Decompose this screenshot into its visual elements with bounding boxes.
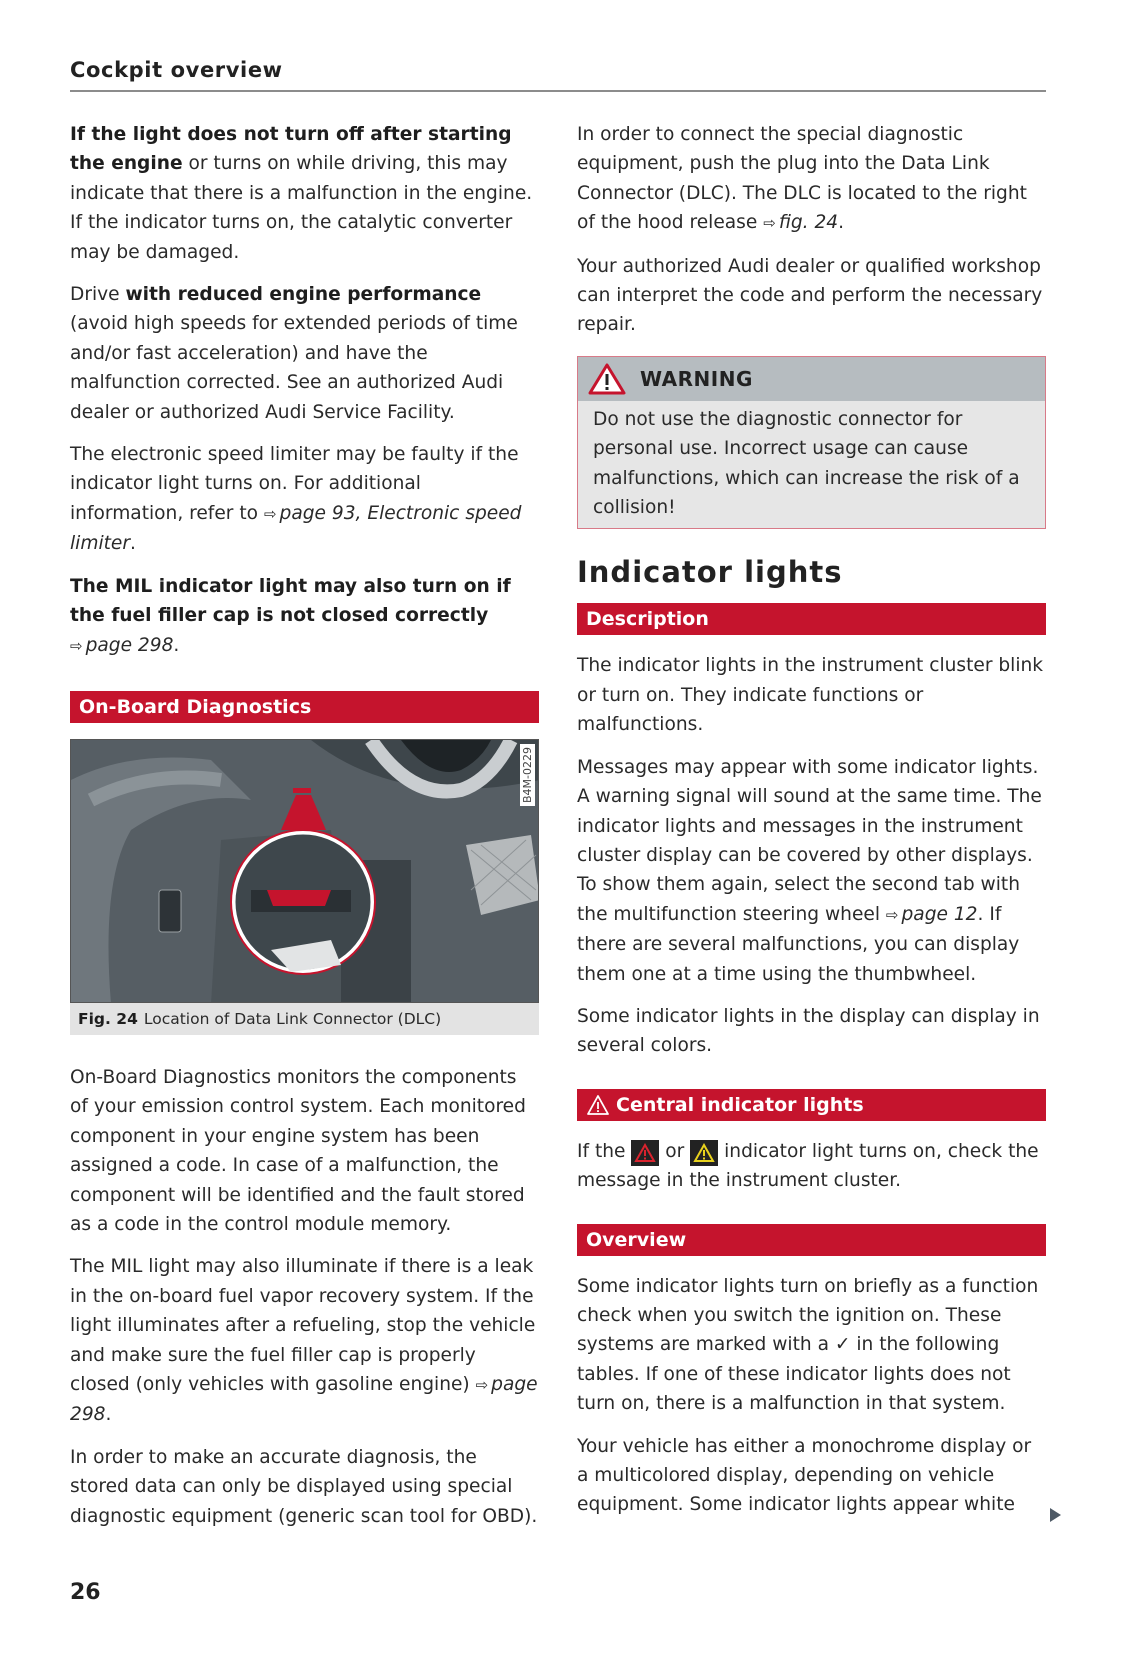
- warning-title: WARNING: [640, 366, 753, 391]
- left-column: [70, 120, 539, 1544]
- warning-header: [578, 357, 1045, 401]
- paragraph-display-type: Your vehicle has either a monochrome display or a multicolored display, depending on vehicle equipment. Some indicator lights appear white: [577, 1435, 1032, 1516]
- paragraph-connect-equipment: In order to connect the special diagnostic equipment, push the plug into the Data Link Connector (DLC). The DLC is located to the right of the hood release ⇨ fig. 24.: [577, 124, 1027, 234]
- ref-arrow-icon: ⇨: [763, 214, 776, 233]
- paragraph-indicator-blink: The indicator lights in the instrument cluster blink or turn on. They indicate functions or malfunctions.: [577, 655, 1044, 736]
- link-page-298[interactable]: page 298: [85, 634, 174, 656]
- figure-caption: Fig. 24 Location of Data Link Connector (DLC): [70, 1003, 539, 1035]
- link-fig-24[interactable]: fig. 24: [778, 212, 839, 234]
- section-header-central-indicator: Central indicator lights: [577, 1089, 1046, 1121]
- page-number: 26: [70, 1580, 101, 1605]
- figure-dlc-location: [70, 739, 539, 1003]
- link-page-298[interactable]: page 298: [70, 1373, 538, 1426]
- paragraph-reduced-performance: Drive with reduced engine performance (avoid high speeds for extended periods of time and/or fast acceleration) and have the malfunction corrected. See an authorized Audi dealer or authorized Audi Service Facility.: [70, 284, 518, 423]
- link-page-12[interactable]: page 12: [901, 903, 978, 925]
- link-page-93[interactable]: page 93, Electronic speed limiter: [70, 502, 522, 555]
- paragraph-messages: Messages may appear with some indicator lights. A warning signal will sound at the same time. The indicator lights and messages in the instrument cluster display can be covered by other displays. To show them again, select the second tab with the multifunction steering wheel ⇨ page 12. If there are several malfunctions, you can display them one at a time using the thumbwheel.: [577, 756, 1042, 985]
- ref-arrow-icon: ⇨: [885, 905, 899, 924]
- red-warning-indicator-icon: [631, 1140, 659, 1166]
- paragraph-several-colors: Some indicator lights in the display can display in several colors.: [577, 1005, 1040, 1057]
- paragraph-dealer-repair: Your authorized Audi dealer or qualified workshop can interpret the code and perform the necessary repair.: [577, 255, 1043, 336]
- dashboard-illustration: [71, 740, 539, 1003]
- section-header-overview: Overview: [577, 1224, 1046, 1256]
- paragraph-light-not-off: If the light does not turn off after starting the engine or turns on while driving, this may indicate that there is a malfunction in the engine. If the indicator turns on, the catalytic converter may be damaged.: [70, 124, 533, 263]
- section-header-description: Description: [577, 603, 1046, 635]
- ref-arrow-icon: ⇨: [70, 636, 83, 655]
- figure-code: B4M-0229: [520, 744, 535, 806]
- warning-triangle-outline-icon: [586, 1094, 610, 1116]
- right-column: [577, 120, 1046, 1533]
- yellow-warning-indicator-icon: [690, 1140, 718, 1166]
- page-header-title: Cockpit overview: [70, 58, 283, 82]
- ref-arrow-icon: ⇨: [263, 504, 277, 523]
- paragraph-fuel-cap: The MIL indicator light may also turn on if the fuel filler cap is not closed correctly ⇨ page 298.: [70, 575, 511, 656]
- paragraph-mil-leak: The MIL light may also illuminate if there is a leak in the on-board fuel vapor recovery system. If the light illuminates after a refueling, stop the vehicle and make sure the fuel filler cap is properly closed (only vehicles with gasoline engine) ⇨ page 298.: [70, 1256, 538, 1426]
- paragraph-obd-monitors: On-Board Diagnostics monitors the components of your emission control system. Each monitored component in your engine system has been assigned a code. In case of a malfunction, the component will be identified and the fault stored as a code in the control module memory.: [70, 1066, 526, 1235]
- warning-body: Do not use the diagnostic connector for personal use. Incorrect usage can cause malfunctions, which can increase the risk of a collision!: [593, 408, 1020, 519]
- paragraph-accurate-diagnosis: In order to make an accurate diagnosis, the stored data can only be displayed using special diagnostic equipment (generic scan tool for OBD).: [70, 1446, 538, 1527]
- continue-arrow-icon: [1050, 1508, 1061, 1522]
- paragraph-function-check: Some indicator lights turn on briefly as a function check when you switch the ignition on. These systems are marked with a ✓ in the following tables. If one of these indicator lights does not turn on, there is a malfunction in that system.: [577, 1275, 1039, 1415]
- header-divider: [70, 90, 1046, 92]
- warning-box: [577, 356, 1046, 530]
- heading-indicator-lights: Indicator lights: [577, 555, 843, 590]
- paragraph-speed-limiter: The electronic speed limiter may be faulty if the indicator light turns on. For additional information, refer to ⇨ page 93, Electronic speed limiter.: [70, 444, 522, 555]
- section-header-obd: On-Board Diagnostics: [70, 691, 539, 723]
- paragraph-central-lights: If the or indicator light turns on, check the message in the instrument cluster.: [577, 1140, 1039, 1192]
- checkmark-icon: ✓: [834, 1334, 851, 1356]
- warning-triangle-icon: [588, 363, 626, 395]
- ref-arrow-icon: ⇨: [475, 1375, 489, 1394]
